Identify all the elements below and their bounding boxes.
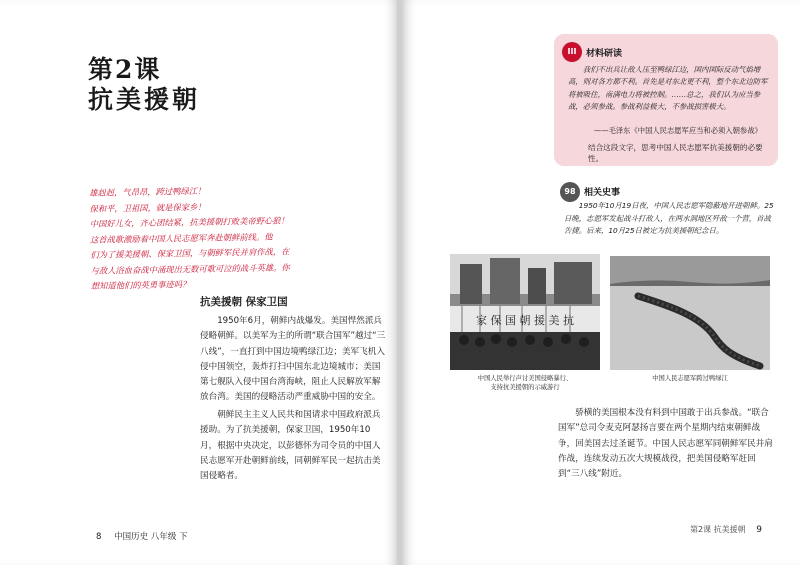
intro-poem <box>89 182 301 294</box>
running-footer: 中国历史 八年级 下 <box>114 532 188 542</box>
material-quote <box>568 64 768 113</box>
poem-line: 想知道他们的英勇事迹吗？ <box>90 279 191 291</box>
material-reading-box <box>554 34 778 166</box>
river-crossing-caption <box>610 374 770 383</box>
poem-line: 中国好儿女，齐心团结紧，抗美援朝打败美帝野心狼！ <box>89 215 289 229</box>
caption-line: 支持抗美援朝的示威游行 <box>490 384 560 391</box>
poem-line: 这首战歌激励着中国人民志愿军奔赴朝鲜前线。他 <box>89 231 273 245</box>
river-crossing-photo <box>610 256 770 370</box>
left-footer <box>96 530 188 542</box>
material-icon: III <box>562 42 582 62</box>
poem-line: 们为了援美援朝、保家卫国，与朝鲜军民并肩作战，在 <box>90 246 290 260</box>
page-number: 9 <box>756 525 762 535</box>
demonstration-caption <box>450 374 600 392</box>
body-paragraph-2 <box>200 408 386 484</box>
poem-line: 雄赳赳，气昂昂，跨过鸭绿江！ <box>89 185 206 198</box>
related-paragraph: 1950年10月19日夜，中国人民志愿军隐蔽地开进朝鲜。25日晚，志愿军发起战斗打敌人，在两水洞地区歼敌一个营，首战告捷。后来，10月25日被定为抗美援朝纪念日。 <box>564 201 774 235</box>
lesson-number: 第2课 <box>88 55 162 84</box>
caption-line: 中国人民志愿军跨过鸭绿江 <box>652 375 728 382</box>
running-footer: 第2课 抗美援朝 <box>690 525 746 534</box>
quote-text: 我们不出兵让敌人压至鸭绿江边，国内国际反动气焰增高，则对各方都不利。首先是对东北更不利，整个东北边防军将被吸住，南满电力将被控制。……总之，我们认为应当参战，必须参战。参战利益极大，不参战损害极大。 <box>568 65 768 111</box>
paragraph-text: 骄横的美国根本没有料到中国敢于出兵参战。“联合国军”总司令麦克阿瑟扬言要在两个星期内结束朝鲜战争，回美国去过圣诞节。中国人民志愿军同朝鲜军民并肩作战，连续发动五次大规模战役，把美国侵略军赶回到“三八线”附近。 <box>558 408 773 480</box>
page-number: 8 <box>96 532 102 542</box>
river-crossing-photo-image <box>610 256 770 370</box>
body-paragraph-right <box>558 406 774 482</box>
demonstration-photo-image <box>450 254 600 370</box>
related-text <box>564 200 774 238</box>
paragraph-text: 朝鲜民主主义人民共和国请求中国政府派兵援助。为了抗美援朝，保家卫国，1950年10月，根据中央决定，以彭德怀为司令员的中国人民志愿军开赴朝鲜前线，同朝鲜军民一起抗击美国侵略者。 <box>200 410 381 482</box>
banner-text: 家 保 国 朝 援 美 抗 <box>476 314 574 327</box>
paragraph-text: 1950年6月，朝鲜内战爆发。美国悍然派兵侵略朝鲜。以美军为主的所谓“联合国军”越过“三八线”，一直打到中国边境鸭绿江边；美军飞机入侵中国领空，轰炸打扫中国东北边境城市；美国第七舰队入侵中国台湾海峡，阻止人民解放军解放台湾。美国的侵略活动严重威胁中国的安全。 <box>200 316 386 403</box>
caption-line: 中国人民举行声讨美国侵略暴行、 <box>477 375 573 382</box>
body-paragraph-1 <box>200 314 386 406</box>
material-title: 材料研读 <box>586 49 623 59</box>
material-source: ——毛泽东《中国人民志愿军应当和必须入朝参战》 <box>594 126 762 135</box>
section-heading: 抗美援朝 保家卫国 <box>200 296 288 308</box>
demonstration-photo <box>450 254 600 370</box>
related-title: 相关史事 <box>584 188 621 198</box>
poem-line: 保和平，卫祖国，就是保家乡！ <box>89 201 206 214</box>
related-icon: 98 <box>560 182 580 202</box>
right-page <box>402 0 800 565</box>
lesson-title: 抗美援朝 <box>88 85 201 114</box>
right-footer <box>690 524 762 535</box>
material-task: 结合这段文字，思考中国人民志愿军抗美援朝的必要性。 <box>588 143 763 163</box>
poem-line: 与敌人浴血奋战中涌现出无数可歌可泣的战斗英雄。你 <box>90 261 290 276</box>
left-page <box>0 0 398 565</box>
